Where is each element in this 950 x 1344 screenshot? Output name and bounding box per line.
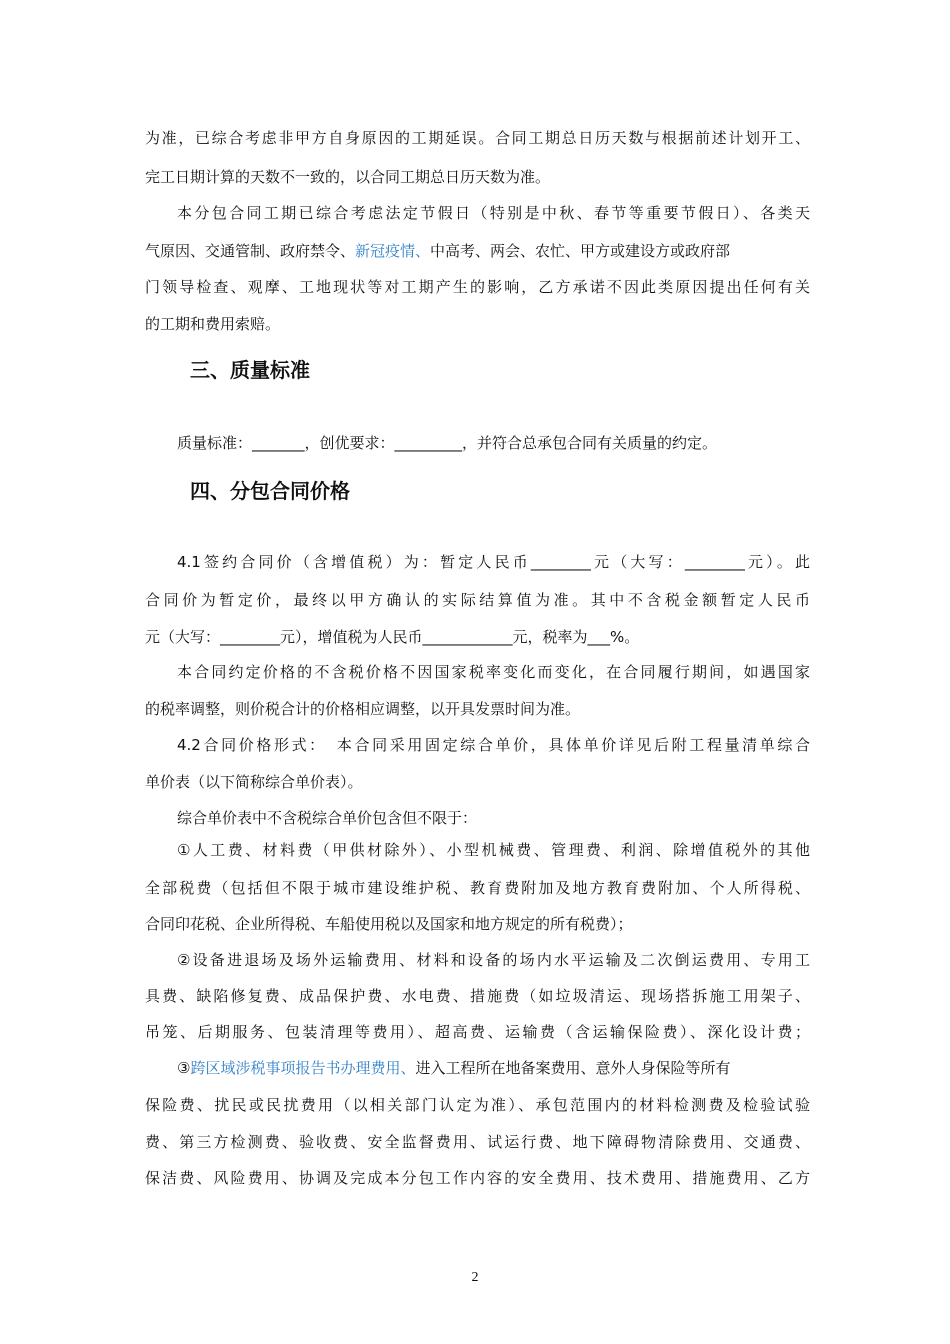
text-fragment: 中高考、两会、农忙、甲方或建设方或政府部	[430, 242, 731, 260]
section-heading: 三、质量标准	[190, 358, 310, 382]
text-fragment: 进入工程所在地备案费用、意外人身保险等所有	[415, 1059, 731, 1077]
text-line: 全部税费（包括但不限于城市建设维护税、教育费附加及地方教育费附加、个人所得税、	[145, 879, 810, 897]
text-fragment: ③	[177, 1059, 191, 1077]
text-line: 4.2合同价格形式： 本合同采用固定综合单价，具体单价详见后附工程量清单综合	[177, 736, 810, 754]
text-line: 为准，已综合考虑非甲方自身原因的工期延误。合同工期总日历天数与根据前述计划开工、	[145, 129, 810, 147]
text-line: 保洁费、风险费用、协调及完成本分包工作内容的安全费用、技术费用、措施费用、乙方	[145, 1169, 810, 1187]
text-line: 费、第三方检测费、验收费、安全监督费用、试运行费、地下障碍物清除费用、交通费、	[145, 1133, 810, 1151]
text-line: 完工日期计算的天数不一致的，以合同工期总日历天数为准。	[145, 168, 551, 186]
text-line: 的工期和费用索赔。	[145, 315, 281, 333]
text-line: 合同价为暂定价，最终以甲方确认的实际结算值为准。其中不含税金额暂定人民币	[145, 591, 810, 609]
text-line: 本分包合同工期已综合考虑法定节假日（特别是中秋、春节等重要节假日）、各类天	[177, 204, 810, 222]
text-line: 门领导检查、观摩、工地现状等对工期产生的影响，乙方承诺不因此类原因提出任何有关	[145, 278, 810, 296]
text-line	[145, 241, 810, 261]
text-line: 质量标准：_______，创优要求：_________，并符合总承包合同有关质量的约定。	[177, 434, 718, 452]
text-line: 元（大写：________元），增值税为人民币____________元，税率为___%。	[145, 628, 640, 646]
text-line: ①人工费、材料费（甲供材除外）、小型机械费、管理费、利润、除增值税外的其他	[177, 841, 810, 859]
text-line: 本合同约定价格的不含税价格不因国家税率变化而变化，在合同履行期间，如遇国家	[177, 663, 810, 681]
highlighted-text: 跨区域涉税事项报告书办理费用、	[190, 1059, 416, 1077]
page-number: 2	[471, 1270, 479, 1285]
text-line	[177, 1058, 810, 1078]
text-line: 4.1签约合同价（含增值税）为：暂定人民币________元（大写：________元）。此	[177, 553, 810, 571]
text-line: 具费、缺陷修复费、成品保护费、水电费、措施费（如垃圾清运、现场搭拆施工用架子、	[145, 987, 810, 1005]
text-line: 保险费、扰民或民扰费用（以相关部门认定为准）、承包范围内的材料检测费及检验试验	[145, 1096, 810, 1114]
section-heading: 四、分包合同价格	[190, 479, 350, 503]
text-line: ②设备进退场及场外运输费用、材料和设备的场内水平运输及二次倒运费用、专用工	[177, 951, 810, 969]
highlighted-text: 新冠疫情、	[355, 242, 431, 260]
text-fragment: 气原因、交通管制、政府禁令、	[145, 242, 356, 260]
text-line: 吊笼、后期服务、包装清理等费用）、超高费、运输费（含运输保险费）、深化设计费；	[145, 1023, 810, 1041]
text-line: 合同印花税、企业所得税、车船使用税以及国家和地方规定的所有税费）；	[145, 915, 633, 933]
text-line: 综合单价表中不含税综合单价包含但不限于：	[177, 809, 478, 827]
text-line: 的税率调整，则价税合计的价格相应调整，以开具发票时间为准。	[145, 700, 581, 718]
text-line: 单价表（以下简称综合单价表）。	[145, 773, 363, 791]
